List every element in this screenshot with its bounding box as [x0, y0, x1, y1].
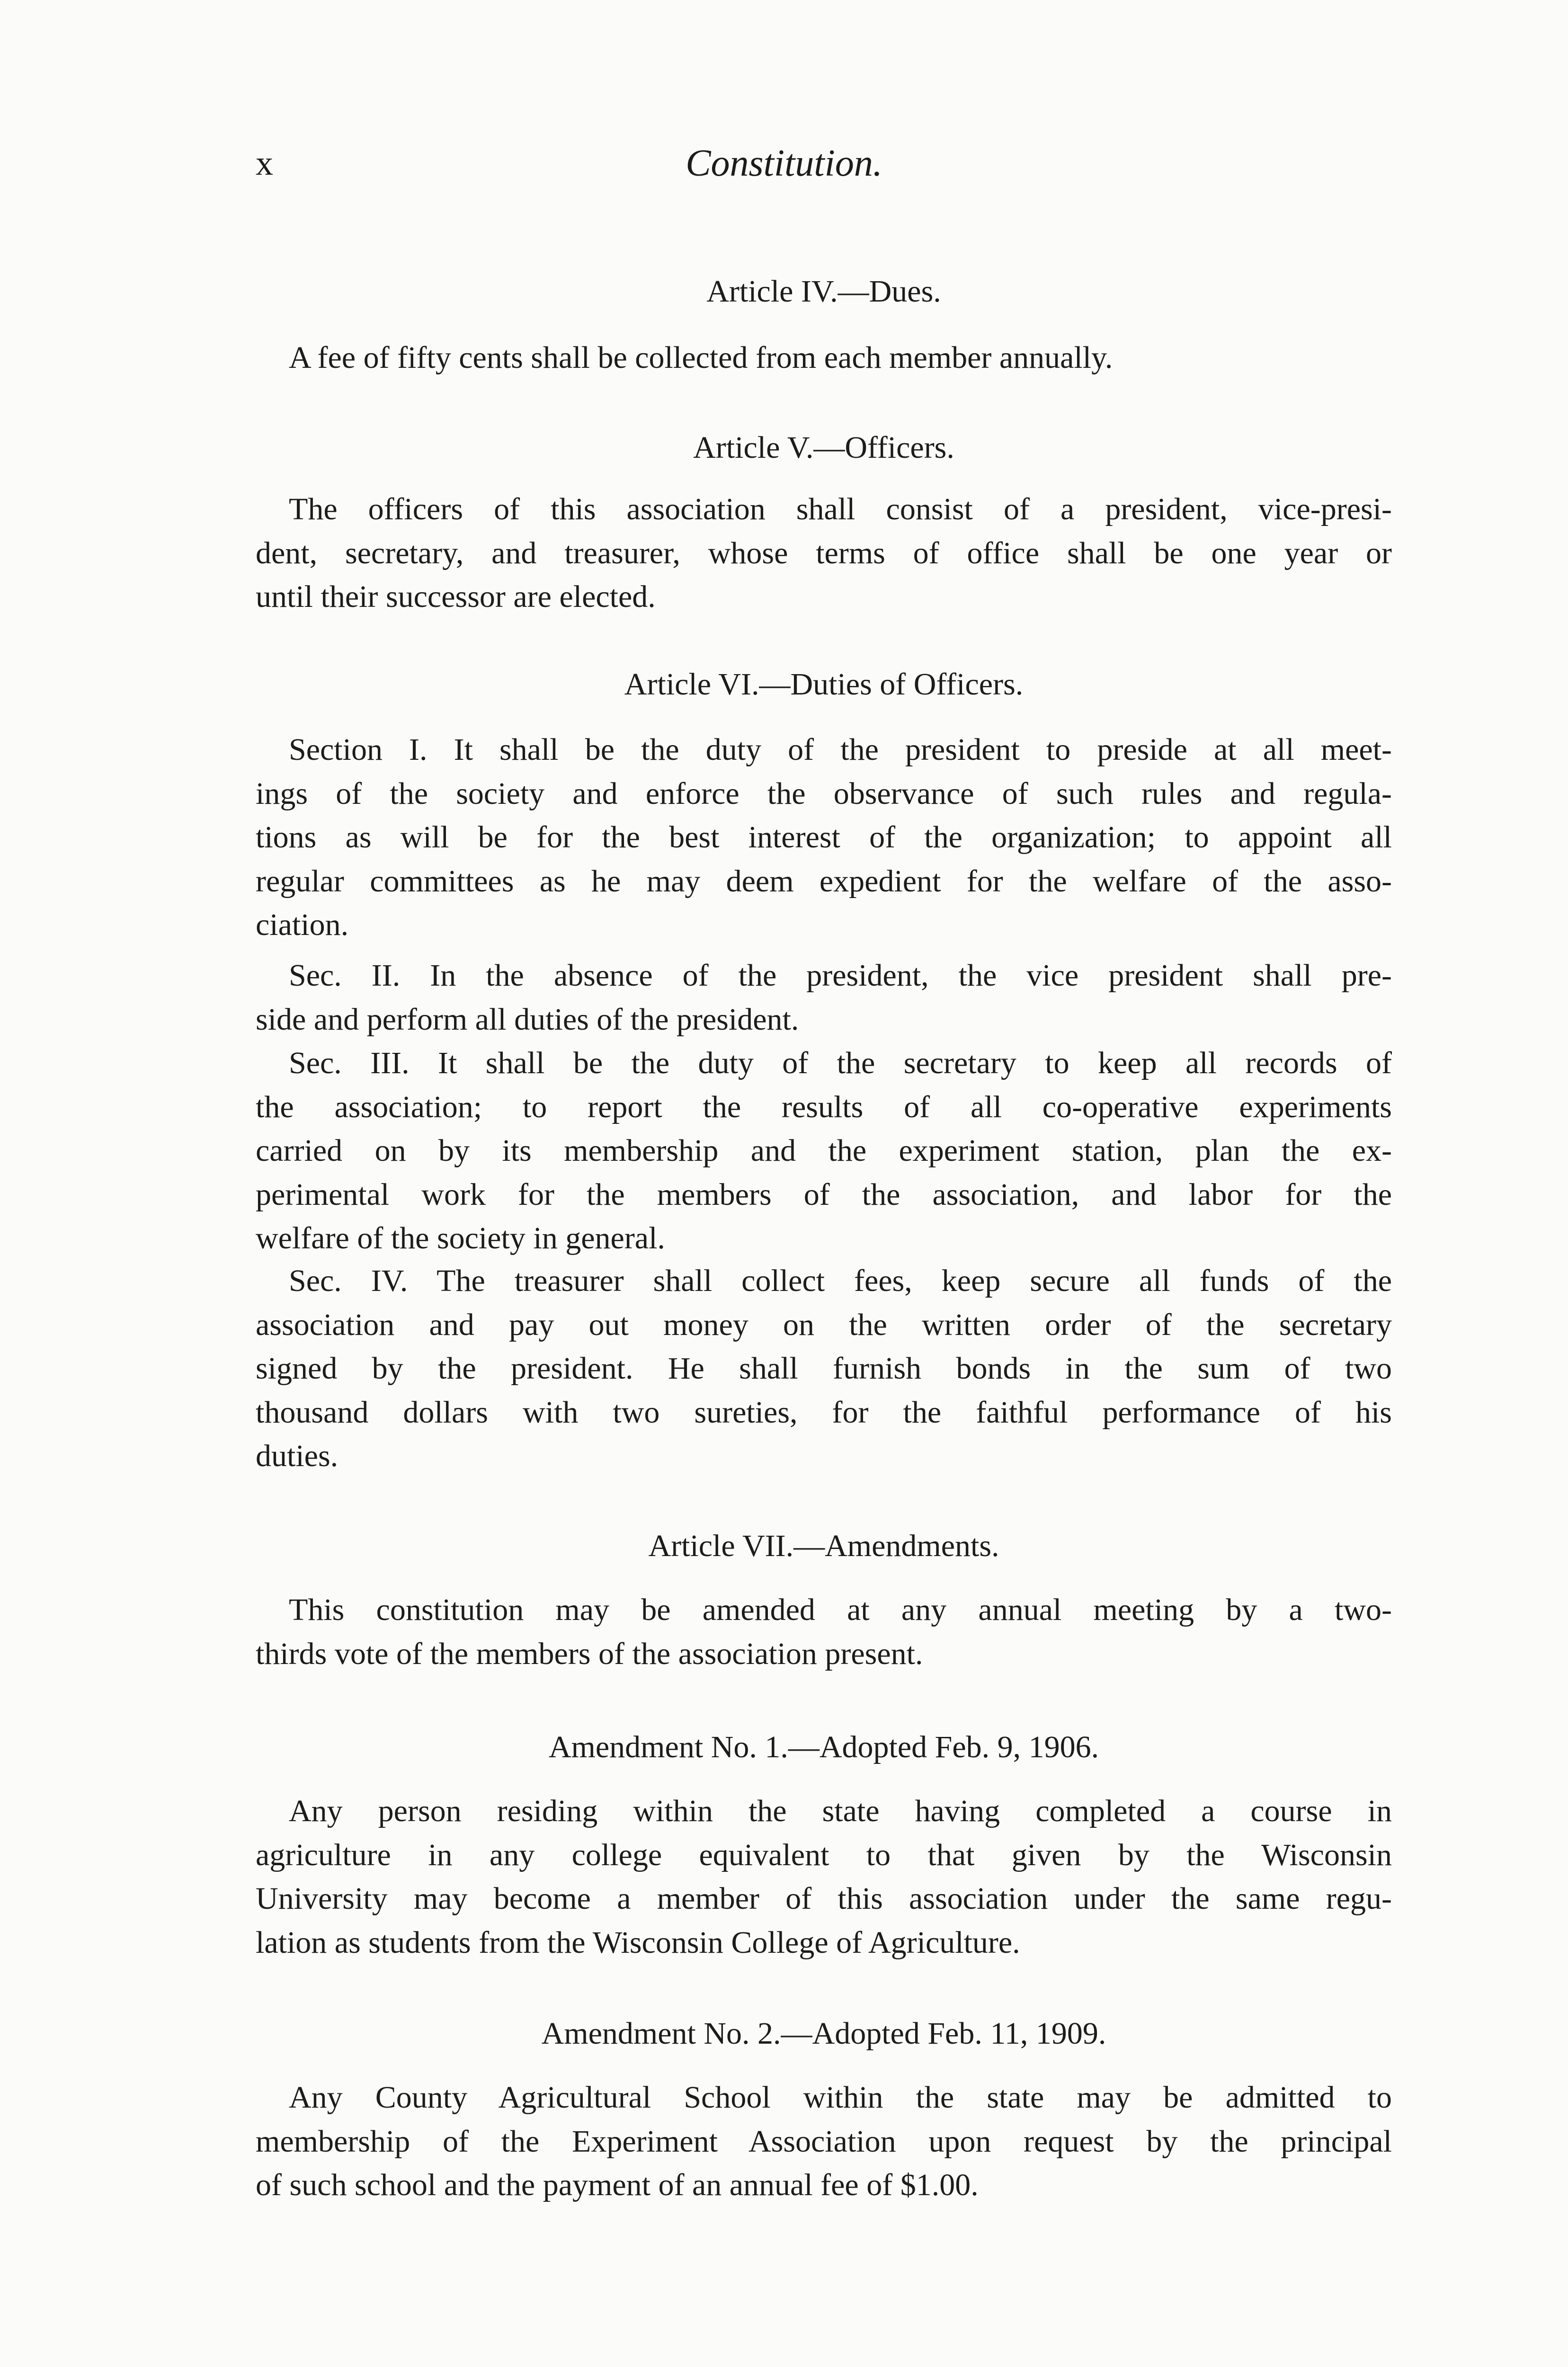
text-line: ciation.: [256, 908, 349, 942]
text-line: signed by the president. He shall furnish bonds in the sum of two: [256, 1351, 1392, 1386]
text-line: perimental work for the members of the association, and labor for the: [256, 1177, 1392, 1212]
text-line: Sec. III. It shall be the duty of the secretary to keep all records of: [289, 1046, 1392, 1080]
text-line: the association; to report the results of all co-operative experiments: [256, 1089, 1392, 1124]
text-line: thirds vote of the members of the association present.: [256, 1636, 923, 1671]
text-line: tions as will be for the best interest of the organization; to appoint all: [256, 820, 1392, 854]
article-vi-section-2: [256, 954, 1392, 1041]
article-vi-heading: Article VI.—Duties of Officers.: [624, 667, 1024, 702]
text-line: Sec. IV. The treasurer shall collect fees, keep secure all funds of the: [289, 1264, 1392, 1298]
article-v-text: [256, 488, 1392, 619]
running-title: Constitution.: [686, 142, 882, 184]
text-line: membership of the Experiment Association upon request by the principal: [256, 2124, 1392, 2159]
text-line: Any County Agricultural School within the state may be admitted to: [289, 2080, 1392, 2115]
article-vi-section-3: [256, 1041, 1392, 1261]
text-line: of such school and the payment of an annual fee of $1.00.: [256, 2168, 979, 2202]
text-line: thousand dollars with two sureties, for the faithful performance of his: [256, 1395, 1392, 1430]
text-line: until their successor are elected.: [256, 579, 656, 614]
text-line: regular committees as he may deem expedient for the welfare of the asso-: [256, 863, 1392, 899]
article-vi-section-4: [256, 1259, 1392, 1478]
article-vi-section-1: [256, 728, 1392, 947]
page-number: x: [256, 144, 273, 183]
article-vii-text: [256, 1588, 1392, 1676]
text-line: welfare of the society in general.: [256, 1221, 665, 1255]
text-line: duties.: [256, 1439, 339, 1473]
text-line: Any person residing within the state having completed a course in: [289, 1794, 1392, 1828]
article-iv-text: [256, 336, 1392, 380]
article-vii-heading: Article VII.—Amendments.: [648, 1529, 999, 1563]
text-line: Sec. II. In the absence of the president, the vice president shall pre-: [289, 958, 1392, 993]
text-line: dent, secretary, and treasurer, whose terms of office shall be one year or: [256, 535, 1392, 570]
text-line: association and pay out money on the written order of the secretary: [256, 1307, 1392, 1342]
text-line: A fee of fifty cents shall be collected from each member annually.: [289, 340, 1113, 375]
amendment-2-heading: Amendment No. 2.—Adopted Feb. 11, 1909.: [541, 2016, 1106, 2051]
article-v-heading: Article V.—Officers.: [693, 430, 954, 465]
amendment-1-heading: Amendment No. 1.—Adopted Feb. 9, 1906.: [548, 1730, 1099, 1764]
text-line: lation as students from the Wisconsin College of Agriculture.: [256, 1925, 1020, 1960]
amendment-1-text: [256, 1789, 1392, 1965]
text-line: carried on by its membership and the experiment station, plan the ex-: [256, 1133, 1392, 1168]
article-iv-heading: Article IV.—Dues.: [706, 274, 941, 309]
running-header: [0, 137, 1568, 189]
text-line: This constitution may be amended at any annual meeting by a two-: [289, 1593, 1392, 1627]
text-line: side and perform all duties of the president.: [256, 1002, 799, 1037]
text-line: The officers of this association shall consist of a president, vice-presi-: [289, 492, 1392, 526]
text-line: Section I. It shall be the duty of the president to preside at all meet-: [289, 732, 1392, 767]
text-line: University may become a member of this association under the same regu-: [256, 1881, 1392, 1916]
text-line: ings of the society and enforce the observance of such rules and regula-: [256, 776, 1392, 811]
text-line: agriculture in any college equivalent to that given by the Wisconsin: [256, 1837, 1392, 1872]
amendment-2-text: [256, 2076, 1392, 2207]
